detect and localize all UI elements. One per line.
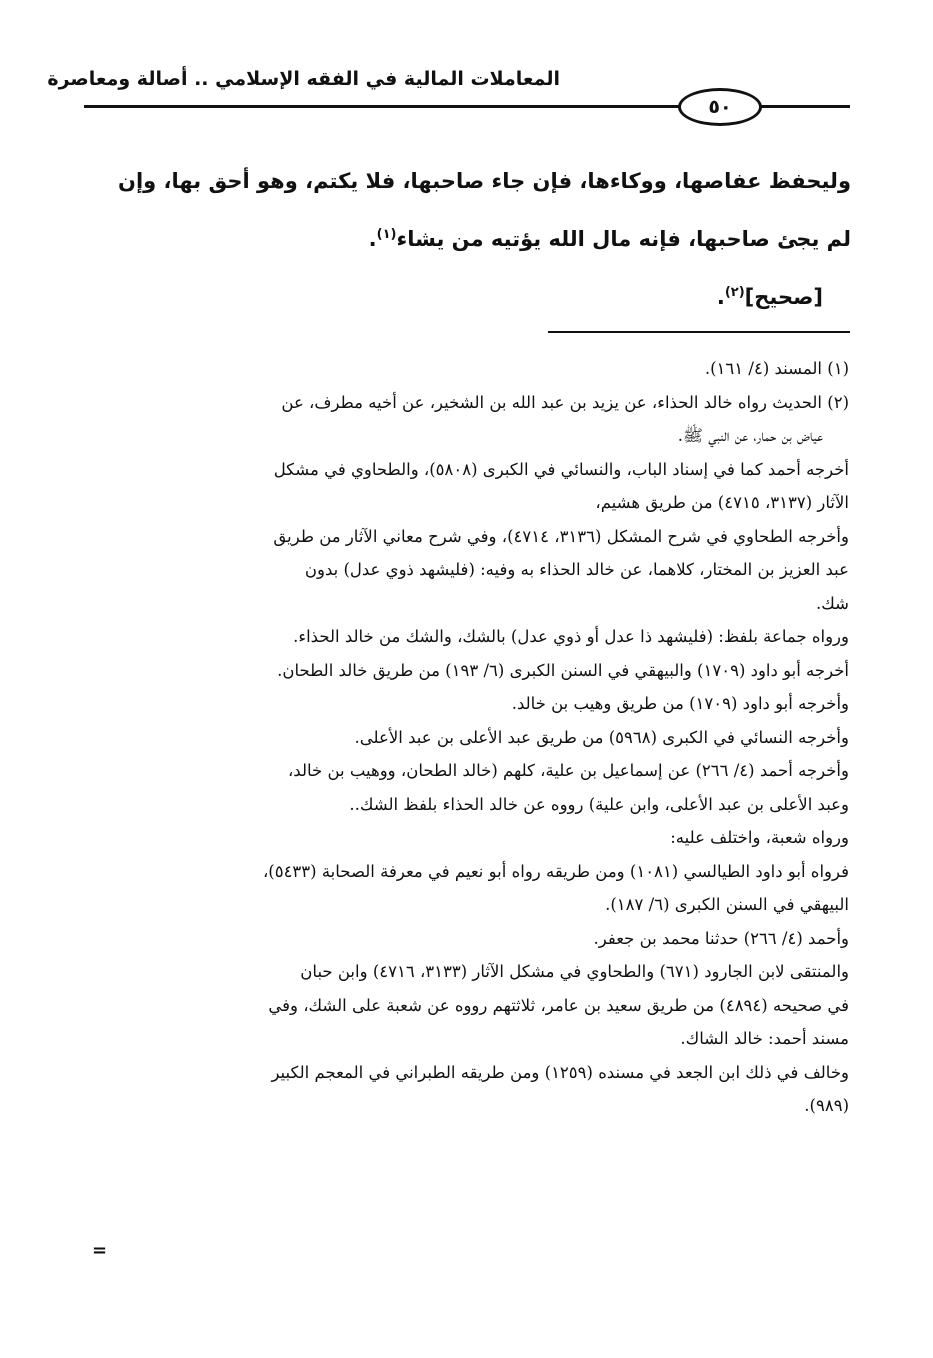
running-header-title: المعاملات المالية في الفقه الإسلامي .. أصالة ومعاصرة [47,68,560,90]
footnote-line: والمنتقى لابن الجارود (٦٧١) والطحاوي في مشكل الآثار (٣١٣٣، ٤٧١٦) وابن حبان [300,962,849,981]
footnote-line: مسند أحمد: خالد الشاك. [680,1029,849,1048]
grading-label: [صحيح]$^{(٢)}$. [716,285,823,309]
footnote-line: أخرجه أبو داود (١٧٠٩) والبيهقي في السنن الكبرى (٦/ ١٩٣) من طريق خالد الطحان. [277,660,849,680]
footnote-line: وأخرجه أحمد (٤/ ٢٦٦) عن إسماعيل بن علية، كلهم (خالد الطحان، ووهيب بن خالد، [287,761,849,780]
footnote-line: عياض بن حمار، عن النبي ﷺ. [677,426,823,445]
footnote-line: فرواه أبو داود الطيالسي (١٠٨١) ومن طريقه رواه أبو نعيم في معرفة الصحابة (٥٤٣٣)، [262,861,849,881]
footnote-line: وعبد الأعلى بن عبد الأعلى، وابن علية) رووه عن خالد الحذاء بلفظ الشك.. [349,794,849,814]
main-line: لم يجئ صاحبها، فإنه مال الله يؤتيه من يشاء$^{(١)}$. [368,227,851,251]
footnote-line: ورواه شعبة، واختلف عليه: [670,828,849,847]
footnote-line: وأخرجه أبو داود (١٧٠٩) من طريق وهيب بن خالد. [511,694,849,713]
footnotes [83,352,849,1123]
footnote-line: (١) المسند (٤/ ١٦١). [704,359,849,378]
main-text [85,152,851,326]
footnote-line: في صحيحه (٤٨٩٤) من طريق سعيد بن عامر، ثلاثتهم رووه عن شعبة على الشك، وفي [268,995,849,1015]
continuation-mark: = [92,1240,108,1261]
page-number: ٥٠ [678,88,762,126]
footnote-ref-2: (٢) [724,285,745,300]
footnote-line: عبد العزيز بن المختار، كلاهما، عن خالد الحذاء به وفيه: (فليشهد ذوي عدل) بدون [304,560,849,579]
footnote-line: وأخرجه الطحاوي في شرح المشكل (٣١٣٦، ٤٧١٤)، وفي شرح معاني الآثار من طريق [273,526,849,546]
footnote-separator [548,331,850,333]
footnote-line: وأحمد (٤/ ٢٦٦) حدثنا محمد بن جعفر. [593,928,849,948]
footnote-line: وأخرجه النسائي في الكبرى (٥٩٦٨) من طريق عبد الأعلى بن عبد الأعلى. [354,727,849,747]
footnote-line: وخالف في ذلك ابن الجعد في مسنده (١٢٥٩) ومن طريقه الطبراني في المعجم الكبير [271,1062,849,1082]
footnote-line: ورواه جماعة بلفظ: (فليشهد ذا عدل أو ذوي عدل) بالشك، والشك من خالد الحذاء. [293,627,849,646]
footnote-line: أخرجه أحمد كما في إسناد الباب، والنسائي في الكبرى (٥٨٠٨)، والطحاوي في مشكل [273,459,849,479]
footnote-line: البيهقي في السنن الكبرى (٦/ ١٨٧). [605,895,849,914]
footnote-line: شك. [816,593,849,613]
footnote-line: (٩٨٩). [804,1096,849,1115]
footnote-line: (٢) الحديث رواه خالد الحذاء، عن يزيد بن عبد الله بن الشخير، عن أخيه مطرف، عن [281,392,849,412]
footnote-line: الآثار (٣١٣٧، ٤٧١٥) من طريق هشيم، [595,493,849,512]
main-line: وليحفظ عفاصها، ووكاءها، فإن جاء صاحبها، فلا يكتم، وهو أحق بها، وإن [118,169,851,193]
footnote-ref-1: (١) [376,227,397,242]
